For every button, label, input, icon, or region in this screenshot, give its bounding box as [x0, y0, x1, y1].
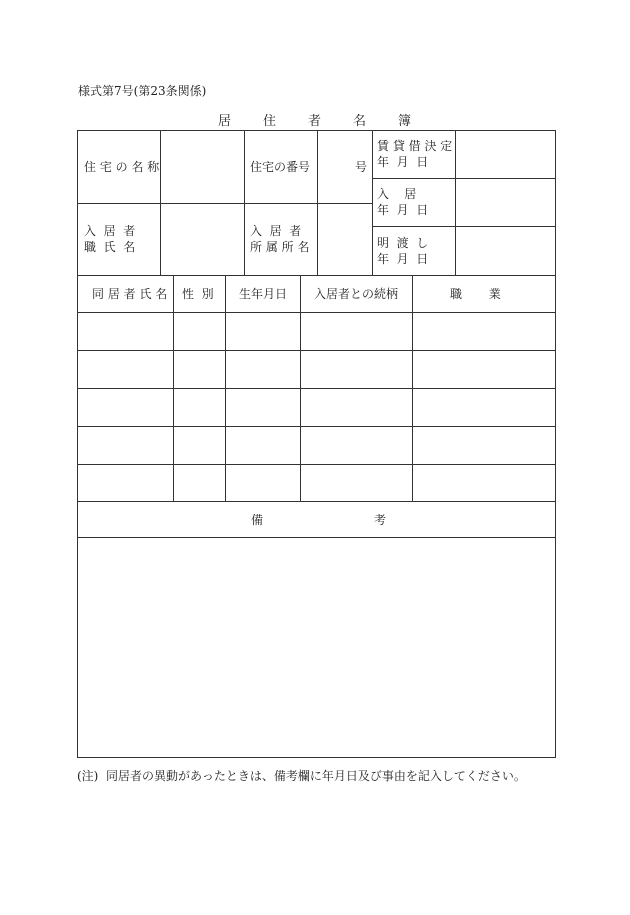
move-in-date-label: 年 月 日 — [377, 203, 429, 217]
resident-affiliation-label-2: 所 属 所 名 — [250, 240, 310, 254]
title-char-5: 簿 — [398, 114, 412, 129]
title-char-4: 名 — [353, 114, 367, 129]
cohabitant-row[interactable] — [79, 351, 555, 387]
lease-decision-date-label: 年 月 日 — [377, 155, 429, 169]
column-header-sex: 性 別 — [182, 287, 214, 301]
remarks-label-char-2: 考 — [374, 513, 387, 527]
cohabitant-row[interactable] — [79, 389, 555, 425]
column-header-relationship: 入居者との続柄 — [314, 287, 399, 301]
resident-title-name-field[interactable] — [161, 204, 243, 274]
lease-decision-date-field[interactable] — [456, 132, 555, 177]
move-in-date-field[interactable] — [456, 179, 555, 225]
footnote: (注) 同居者の異動があったときは、備考欄に年月日及び事由を記入してください。 — [77, 769, 526, 783]
column-header-occupation: 職 業 — [450, 287, 501, 301]
housing-name-label: 住 宅 の 名 称 — [84, 160, 160, 174]
resident-register-table — [77, 130, 556, 758]
cohabitant-row[interactable] — [79, 465, 555, 500]
column-header-birthdate: 生年月日 — [239, 287, 288, 301]
vacate-label: 明 渡 し — [377, 236, 429, 250]
housing-name-field[interactable] — [161, 132, 243, 202]
column-header-cohabitant-name: 同 居 者 氏 名 — [92, 287, 168, 301]
cohabitant-row[interactable] — [79, 313, 555, 349]
vacate-date-label: 年 月 日 — [377, 252, 429, 266]
title-char-1: 居 — [218, 114, 232, 129]
resident-title-name-label: 職 氏 名 — [84, 240, 136, 254]
form-number: 様式第7号(第23条関係) — [78, 84, 207, 98]
resident-affiliation-field[interactable] — [318, 204, 371, 274]
grid-line — [78, 501, 556, 502]
grid-line — [78, 275, 556, 276]
number-suffix-label: 号 — [355, 160, 368, 174]
vacate-date-field[interactable] — [456, 227, 555, 274]
remarks-field[interactable] — [79, 538, 555, 756]
title-char-3: 者 — [308, 114, 322, 129]
lease-decision-label: 賃 貸 借 決 定 — [377, 139, 453, 153]
remarks-label-char-1: 備 — [251, 513, 264, 527]
resident-label: 入 居 者 — [84, 224, 136, 238]
title-char-2: 住 — [263, 114, 277, 129]
cohabitant-row[interactable] — [79, 427, 555, 463]
document-title — [0, 110, 630, 129]
resident-affiliation-label-1: 入 居 者 — [250, 224, 302, 238]
housing-number-label: 住宅の番号 — [250, 160, 311, 174]
move-in-label: 入 居 — [377, 187, 417, 201]
grid-line — [372, 131, 373, 275]
